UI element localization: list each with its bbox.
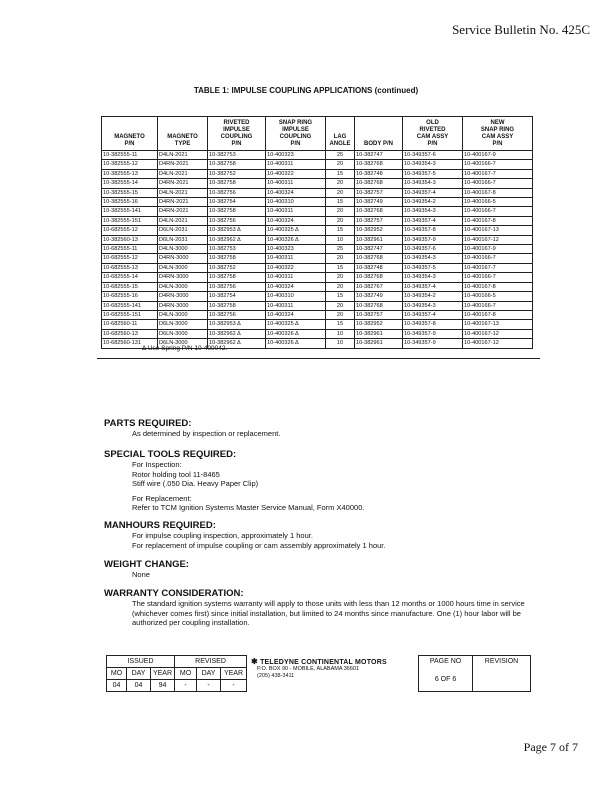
table-cell: 10-382555-12 bbox=[102, 160, 158, 169]
table-cell: 10-400322 bbox=[266, 263, 326, 272]
table-cell: 10-382768 bbox=[355, 160, 403, 169]
table-cell: 10-382757 bbox=[355, 188, 403, 197]
issued-day-label: DAY bbox=[127, 668, 151, 680]
revision-label: REVISION bbox=[473, 656, 531, 668]
table-cell: 20 bbox=[326, 254, 355, 263]
table-cell: 10-382768 bbox=[355, 179, 403, 188]
table-cell: 10-382748 bbox=[355, 169, 403, 178]
table-cell: 10-400167-7 bbox=[463, 263, 533, 272]
table-cell: 10-349357-9 bbox=[403, 339, 463, 348]
page-number: Page 7 of 7 bbox=[523, 740, 578, 754]
table-cell: 10-382758 bbox=[208, 254, 266, 263]
table-row bbox=[102, 151, 533, 160]
table-cell: 10-349354-3 bbox=[403, 273, 463, 282]
table-cell: 10-682555-141 bbox=[102, 301, 158, 310]
table-cell: 10-349354-3 bbox=[403, 301, 463, 310]
col-old-cam-assy: OLD RIVETED CAM ASSY P/N bbox=[403, 117, 463, 151]
table-cell: 10-682560-131 bbox=[102, 339, 158, 348]
table-cell: 10-382756 bbox=[208, 216, 266, 225]
table-row bbox=[102, 169, 533, 178]
col-magneto-pn: MAGNETO P/N bbox=[102, 117, 158, 151]
table-cell: 10-349357-5 bbox=[403, 263, 463, 272]
table-cell: 10-349357-8 bbox=[403, 226, 463, 235]
table-title: TABLE 1: IMPULSE COUPLING APPLICATIONS (continued) bbox=[193, 86, 419, 95]
col-lag-angle: LAG ANGLE bbox=[326, 117, 355, 151]
table-body bbox=[102, 151, 533, 349]
star-logo-icon: ✱ bbox=[251, 656, 258, 666]
issued-mo: 04 bbox=[107, 680, 127, 692]
table-cell: 10-382953 Δ bbox=[208, 226, 266, 235]
table-row bbox=[102, 235, 533, 244]
table-cell: 10-382748 bbox=[355, 263, 403, 272]
table-cell: 20 bbox=[326, 301, 355, 310]
table-cell: 10-382560-13 bbox=[102, 235, 158, 244]
table-cell: 10-382962 Δ bbox=[208, 339, 266, 348]
page-no-label: PAGE NO bbox=[419, 656, 473, 668]
table-cell: D4RN-2021 bbox=[158, 207, 208, 216]
table-cell: 10-382757 bbox=[355, 310, 403, 319]
table-row bbox=[102, 245, 533, 254]
table-cell: D4RN-3000 bbox=[158, 292, 208, 301]
table-cell: 10-400167-8 bbox=[463, 310, 533, 319]
table-cell: D4RN-3000 bbox=[158, 273, 208, 282]
issued-mo-label: MO bbox=[107, 668, 127, 680]
table-cell: 10-349357-8 bbox=[403, 320, 463, 329]
table-cell: 10-382962 Δ bbox=[208, 329, 266, 338]
table-row bbox=[102, 188, 533, 197]
table-cell: 10-382753 bbox=[208, 245, 266, 254]
table-cell: 10-682555-13 bbox=[102, 263, 158, 272]
table-cell: 10-400167-9 bbox=[463, 245, 533, 254]
manhours-line1: For impulse coupling inspection, approximately 1 hour. bbox=[132, 531, 313, 540]
weight-change-section bbox=[104, 559, 189, 580]
spring-footnote: Δ Use Spring P/N 10-400042. bbox=[142, 345, 228, 352]
table-row bbox=[102, 198, 533, 207]
tools-heading: SPECIAL TOOLS REQUIRED: bbox=[104, 449, 237, 460]
table-cell: 10-400167-7 bbox=[463, 169, 533, 178]
parts-text: As determined by inspection or replacement. bbox=[132, 429, 281, 438]
table-cell: 10-382758 bbox=[208, 179, 266, 188]
company-block bbox=[247, 656, 419, 692]
table-cell: 10-382555-151 bbox=[102, 216, 158, 225]
manhours-line2: For replacement of impulse coupling or cam assembly approximately 1 hour. bbox=[132, 540, 386, 550]
table-cell: 10-682555-12 bbox=[102, 254, 158, 263]
table-cell: D4RN-2021 bbox=[158, 198, 208, 207]
table-cell: D4LN-2021 bbox=[158, 216, 208, 225]
revised-day-label: DAY bbox=[197, 668, 221, 680]
tools-inspection-2: Stiff wire (.050 Dia. Heavy Paper Clip) bbox=[132, 479, 259, 488]
table-cell: D4LN-2021 bbox=[158, 151, 208, 160]
table-cell: 10-349357-5 bbox=[403, 169, 463, 178]
table-cell: 10-400311 bbox=[266, 207, 326, 216]
table-cell: 10-400324 bbox=[266, 188, 326, 197]
table-cell: 10 bbox=[326, 339, 355, 348]
table-cell: D6LN-3000 bbox=[158, 339, 208, 348]
table-cell: 10-382768 bbox=[355, 207, 403, 216]
table-cell: 10-682560-13 bbox=[102, 329, 158, 338]
table-cell: 10-400323 bbox=[266, 245, 326, 254]
table-cell: 10-400311 bbox=[266, 179, 326, 188]
table-cell: 10-400324 bbox=[266, 282, 326, 291]
table-cell: 10-349354-3 bbox=[403, 179, 463, 188]
table-cell: 10-400324 bbox=[266, 216, 326, 225]
table-cell: D4LN-2021 bbox=[158, 169, 208, 178]
table-cell: 10-400324 bbox=[266, 310, 326, 319]
issued-year: 94 bbox=[151, 680, 175, 692]
table-row bbox=[102, 216, 533, 225]
table-cell: 10-382753 bbox=[208, 151, 266, 160]
table-cell: 10-382952 bbox=[355, 320, 403, 329]
table-cell: 10-382555-16 bbox=[102, 198, 158, 207]
table-cell: 10-400311 bbox=[266, 273, 326, 282]
table-cell: 10-400167-12 bbox=[463, 339, 533, 348]
table-cell: D6LN-2031 bbox=[158, 235, 208, 244]
table-cell: 20 bbox=[326, 273, 355, 282]
table-cell: D6LN-3000 bbox=[158, 320, 208, 329]
revision-box bbox=[106, 655, 531, 692]
table-cell: 10-382752 bbox=[208, 169, 266, 178]
col-magneto-type: MAGNETO TYPE bbox=[158, 117, 208, 151]
table-cell: 10-382961 bbox=[355, 329, 403, 338]
table-cell: 10-382749 bbox=[355, 292, 403, 301]
table-cell: 10-682555-151 bbox=[102, 310, 158, 319]
table-cell: D4RN-2021 bbox=[158, 160, 208, 169]
table-cell: 10-400167-12 bbox=[463, 235, 533, 244]
table-cell: 25 bbox=[326, 245, 355, 254]
table-cell: 10-382756 bbox=[208, 310, 266, 319]
company-address-2: (205) 438-3411 bbox=[257, 672, 295, 679]
table-cell: 10-382752 bbox=[208, 263, 266, 272]
tools-replacement-1: Refer to TCM Ignition Systems Master Service Manual, Form X40000. bbox=[132, 503, 365, 512]
col-body-pn: BODY P/N bbox=[355, 117, 403, 151]
table-cell: 15 bbox=[326, 226, 355, 235]
table-cell: 10-400326 Δ bbox=[266, 235, 326, 244]
table-cell: 10-382555-11 bbox=[102, 151, 158, 160]
table-cell: 10-400166-5 bbox=[463, 292, 533, 301]
table-cell: D4LN-2021 bbox=[158, 188, 208, 197]
warranty-section bbox=[104, 588, 532, 628]
table-cell: 10-400166-7 bbox=[463, 207, 533, 216]
table-cell: 10-382961 bbox=[355, 339, 403, 348]
table-cell: 10-682555-12 bbox=[102, 226, 158, 235]
table-cell: 10-400167-8 bbox=[463, 282, 533, 291]
table-cell: 10-349357-4 bbox=[403, 282, 463, 291]
table-cell: 10-400311 bbox=[266, 301, 326, 310]
issued-label: ISSUED bbox=[107, 656, 175, 668]
table-row bbox=[102, 292, 533, 301]
table-cell: 20 bbox=[326, 160, 355, 169]
table-cell: 10-400310 bbox=[266, 292, 326, 301]
table-cell: 15 bbox=[326, 320, 355, 329]
table-cell: 10-682555-14 bbox=[102, 273, 158, 282]
table-cell: 10-400326 Δ bbox=[266, 339, 326, 348]
table-cell: 20 bbox=[326, 282, 355, 291]
table-cell: 10-382555-14 bbox=[102, 179, 158, 188]
table-cell: 10-382749 bbox=[355, 198, 403, 207]
weight-text: None bbox=[132, 570, 150, 579]
table-cell: 10-400167-8 bbox=[463, 188, 533, 197]
table-cell: 10-349354-2 bbox=[403, 292, 463, 301]
table-cell: 10-682560-11 bbox=[102, 320, 158, 329]
table-cell: 10-349357-4 bbox=[403, 188, 463, 197]
table-cell: 10-400166-7 bbox=[463, 179, 533, 188]
col-new-cam-assy: NEW SNAP RING CAM ASSY P/N bbox=[463, 117, 533, 151]
table-cell: 10-382555-13 bbox=[102, 169, 158, 178]
revised-year-label: YEAR bbox=[221, 668, 247, 680]
table-cell: 20 bbox=[326, 207, 355, 216]
section-divider bbox=[97, 358, 540, 359]
table-cell: 10-400326 Δ bbox=[266, 329, 326, 338]
table-cell: 10-382768 bbox=[355, 273, 403, 282]
revised-mo: - bbox=[175, 680, 197, 692]
table-cell: 10-382768 bbox=[355, 254, 403, 263]
table-row bbox=[102, 301, 533, 310]
revised-mo-label: MO bbox=[175, 668, 197, 680]
table-cell: 10-349354-2 bbox=[403, 198, 463, 207]
table-cell: 25 bbox=[326, 151, 355, 160]
table-cell: 15 bbox=[326, 263, 355, 272]
company-name: TELEDYNE CONTINENTAL MOTORS bbox=[260, 658, 387, 666]
table-cell: 20 bbox=[326, 310, 355, 319]
table-cell: 10-382555-15 bbox=[102, 188, 158, 197]
table-cell: 10-349357-4 bbox=[403, 310, 463, 319]
table-cell: 15 bbox=[326, 292, 355, 301]
revised-day: - bbox=[197, 680, 221, 692]
table-cell: 10 bbox=[326, 235, 355, 244]
company-address-1: P.O. BOX 90 - MOBILE, ALABAMA 36601 bbox=[257, 665, 360, 672]
table-cell: 10-400322 bbox=[266, 169, 326, 178]
issued-year-label: YEAR bbox=[151, 668, 175, 680]
table-row bbox=[102, 226, 533, 235]
table-cell: 10-682555-11 bbox=[102, 245, 158, 254]
table-cell: D4LN-3000 bbox=[158, 310, 208, 319]
table-cell: D4LN-3000 bbox=[158, 245, 208, 254]
tools-inspection-1: Rotor holding tool 11-8465 bbox=[132, 469, 220, 479]
warranty-heading: WARRANTY CONSIDERATION: bbox=[104, 588, 244, 599]
table-cell: 10 bbox=[326, 329, 355, 338]
table-cell: 10-382758 bbox=[208, 160, 266, 169]
warranty-text: The standard ignition systems warranty will apply to those units with less than 12 months or 1000 hours time in service (whichever comes first) since initial installation, but limited to 24 months since manufacture. One (1) hour labor will be authorized per coupling installation. bbox=[132, 599, 525, 627]
table-cell: D4RN-3000 bbox=[158, 301, 208, 310]
table-cell: 10-382758 bbox=[208, 273, 266, 282]
revision-value bbox=[473, 668, 531, 692]
table-row bbox=[102, 310, 533, 319]
table-cell: 10-400167-8 bbox=[463, 216, 533, 225]
revised-year: - bbox=[221, 680, 247, 692]
weight-heading: WEIGHT CHANGE: bbox=[104, 559, 189, 570]
table-cell: 15 bbox=[326, 169, 355, 178]
table-cell: D4RN-2021 bbox=[158, 179, 208, 188]
page-no-value: 6 OF 6 bbox=[419, 668, 473, 692]
table-cell: 10-400311 bbox=[266, 254, 326, 263]
bulletin-number: Service Bulletin No. 425C bbox=[452, 22, 590, 37]
table-cell: 10-400325 Δ bbox=[266, 226, 326, 235]
table-cell: 10-349357-9 bbox=[403, 235, 463, 244]
table-row bbox=[102, 320, 533, 329]
table-cell: 10-382756 bbox=[208, 282, 266, 291]
table-cell: 10-400167-9 bbox=[463, 151, 533, 160]
table-cell: 10-349357-4 bbox=[403, 216, 463, 225]
table-cell: D4LN-3000 bbox=[158, 282, 208, 291]
table-cell: 10-382952 bbox=[355, 226, 403, 235]
table-cell: 10-349357-6 bbox=[403, 245, 463, 254]
table-cell: 10-349354-3 bbox=[403, 207, 463, 216]
table-cell: D6LN-3000 bbox=[158, 329, 208, 338]
table-cell: D4RN-3000 bbox=[158, 254, 208, 263]
table-cell: 10-682555-16 bbox=[102, 292, 158, 301]
table-header-row bbox=[102, 117, 533, 151]
col-snap-ring-coupling: SNAP RING IMPULSE COUPLING P/N bbox=[266, 117, 326, 151]
table-row bbox=[102, 282, 533, 291]
manhours-section bbox=[104, 520, 385, 550]
table-cell: 10-382747 bbox=[355, 245, 403, 254]
table-cell: 10-400167-12 bbox=[463, 329, 533, 338]
table-row bbox=[102, 207, 533, 216]
table-cell: 10-382758 bbox=[208, 207, 266, 216]
table-cell: 10-382747 bbox=[355, 151, 403, 160]
tools-replacement-label: For Replacement: bbox=[132, 493, 192, 503]
table-cell: 20 bbox=[326, 179, 355, 188]
table-cell: 10-349354-3 bbox=[403, 254, 463, 263]
table-row bbox=[102, 263, 533, 272]
table-cell: 10-400311 bbox=[266, 160, 326, 169]
special-tools-section bbox=[104, 449, 364, 513]
table-cell: 10-382754 bbox=[208, 198, 266, 207]
table-cell: 10-382767 bbox=[355, 282, 403, 291]
manhours-heading: MANHOURS REQUIRED: bbox=[104, 520, 216, 531]
table-row bbox=[102, 160, 533, 169]
table-cell: 10-382962 Δ bbox=[208, 235, 266, 244]
table-cell: 10-382555-141 bbox=[102, 207, 158, 216]
table-cell: 20 bbox=[326, 188, 355, 197]
table-cell: 15 bbox=[326, 198, 355, 207]
table-cell: D6LN-2031 bbox=[158, 226, 208, 235]
table-cell: D4LN-3000 bbox=[158, 263, 208, 272]
tools-inspection-label: For Inspection: bbox=[132, 460, 182, 469]
parts-heading: PARTS REQUIRED: bbox=[104, 418, 192, 429]
table-row bbox=[102, 329, 533, 338]
revised-label: REVISED bbox=[175, 656, 247, 668]
table-cell: 10-400166-5 bbox=[463, 198, 533, 207]
table-cell: 10-382754 bbox=[208, 292, 266, 301]
table-cell: 10-400167-13 bbox=[463, 320, 533, 329]
table-cell: 10-382953 Δ bbox=[208, 320, 266, 329]
table-cell: 10-400323 bbox=[266, 151, 326, 160]
table-cell: 10-400166-7 bbox=[463, 273, 533, 282]
table-cell: 10-400325 Δ bbox=[266, 320, 326, 329]
col-riveted-coupling: RIVETED IMPULSE COUPLING P/N bbox=[208, 117, 266, 151]
table-cell: 10-382961 bbox=[355, 235, 403, 244]
table-cell: 10-382756 bbox=[208, 188, 266, 197]
table-row bbox=[102, 273, 533, 282]
table-cell: 10-382757 bbox=[355, 216, 403, 225]
table-row bbox=[102, 179, 533, 188]
table-cell: 10-349354-3 bbox=[403, 160, 463, 169]
table-cell: 10-682555-15 bbox=[102, 282, 158, 291]
impulse-coupling-table bbox=[101, 116, 533, 349]
table-cell: 10-349357-9 bbox=[403, 329, 463, 338]
table-cell: 10-349357-6 bbox=[403, 151, 463, 160]
issued-day: 04 bbox=[127, 680, 151, 692]
table-cell: 10-400166-7 bbox=[463, 254, 533, 263]
table-cell: 10-400167-13 bbox=[463, 226, 533, 235]
parts-required-section bbox=[104, 418, 280, 439]
table-cell: 10-382758 bbox=[208, 301, 266, 310]
table-cell: 10-382768 bbox=[355, 301, 403, 310]
table-cell: 10-400166-7 bbox=[463, 301, 533, 310]
table-row bbox=[102, 254, 533, 263]
table-cell: 10-400310 bbox=[266, 198, 326, 207]
table-cell: 10-400166-7 bbox=[463, 160, 533, 169]
table-cell: 20 bbox=[326, 216, 355, 225]
